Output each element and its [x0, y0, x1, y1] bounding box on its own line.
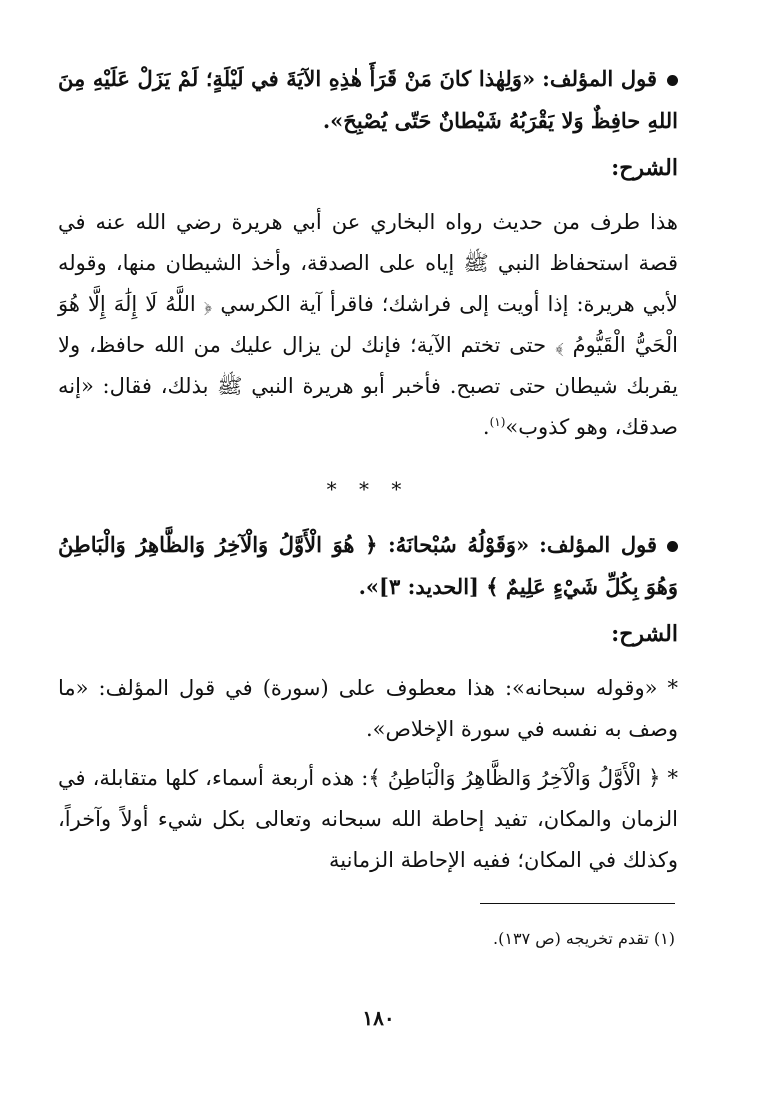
author-quote-2 — [58, 524, 678, 608]
page-number: ١٨٠ — [362, 1006, 395, 1030]
commentary-paragraph: * «وقوله سبحانه»: هذا معطوف على (سورة) في قول المؤلف: «ما وصف به نفسه في سورة الإخلاص». — [58, 676, 678, 741]
section-separator: * * * — [326, 477, 410, 501]
page-body — [58, 58, 678, 881]
author-quote-1 — [58, 58, 678, 142]
footnote-reference[interactable]: (١) — [489, 415, 506, 429]
commentary-heading: الشرح: — [611, 155, 678, 181]
footnote: (١) تقدم تخريجه (ص ١٣٧). — [493, 929, 675, 948]
commentary-heading: الشرح: — [611, 621, 678, 647]
author-quote-lead: قول المؤلف: — [539, 532, 657, 557]
author-quote-lead: قول المؤلف: — [542, 66, 657, 91]
footnote-divider — [480, 903, 675, 904]
commentary-paragraph: * ﴿ الْأَوَّلُ وَالْآخِرُ وَالظَّاهِرُ وَالْبَاطِنُ ﴾: هذه أربعة أسماء، كلها متقابلة، في الزمان والمكان، تفيد إحاطة الله سبحانه وتعالى بكل شيء أولاً وآخراً، وكذلك في المكان؛ ففيه الإحاطة الزمانية — [58, 766, 678, 872]
commentary-paragraph: هذا طرف من حديث رواه البخاري عن أبي هريرة رضي الله عنه في قصة استحفاظ النبي ﷺ إياه على الصدقة، وأخذ الشيطان منها، وقوله لأبي هريرة: إذا أويت إلى فراشك؛ فاقرأ آية الكرسي ﴿ اللَّهُ لَا إِلَٰهَ إِلَّا هُوَ الْحَيُّ الْقَيُّومُ ﴾ حتى تختم الآية؛ فإنك لن يزال عليك من الله حافظ، ولا يقربك شيطان حتى تصبح. فأخبر أبو هريرة النبي ﷺ بذلك، فقال: «إنه صدقك، وهو كذوب»$^{(١)}$. — [58, 210, 678, 439]
bullet-icon — [667, 541, 678, 552]
commentary-text: هذا طرف من حديث رواه البخاري عن أبي هريرة رضي الله عنه في قصة استحفاظ النبي ﷺ إياه على الصدقة، وأخذ الشيطان منها، وقوله لأبي هريرة: إذا أويت إلى فراشك؛ فاقرأ آية الكرسي ﴿ اللَّهُ لَا إِلَٰهَ إِلَّا هُوَ الْحَيُّ الْقَيُّومُ ﴾ حتى تختم الآية؛ فإنك لن يزال عليك من الله حافظ، ولا يقربك شيطان حتى تصبح. فأخبر أبو هريرة النبي ﷺ بذلك، فقال: «إنه صدقك، وهو كذوب» — [58, 210, 678, 439]
bullet-icon — [667, 75, 678, 86]
author-quote-text: «وَقَوْلُهُ سُبْحانَهُ: ﴿ هُوَ الْأَوَّلُ وَالْآخِرُ وَالظَّاهِرُ وَالْبَاطِنُ وَهُوَ بِكُلِّ شَيْءٍ عَلِيمٌ ﴾ [الحديد: ٣]». — [58, 532, 678, 599]
author-quote-text: «وَلِهٰذا كانَ مَنْ قَرَأَ هٰذِهِ الآيَةَ في لَيْلَةٍ؛ لَمْ يَزَلْ عَلَيْهِ مِنَ اللهِ حافِظٌ وَلا يَقْرَبُهُ شَيْطانٌ حَتّى يُصْبِحَ». — [58, 66, 678, 133]
